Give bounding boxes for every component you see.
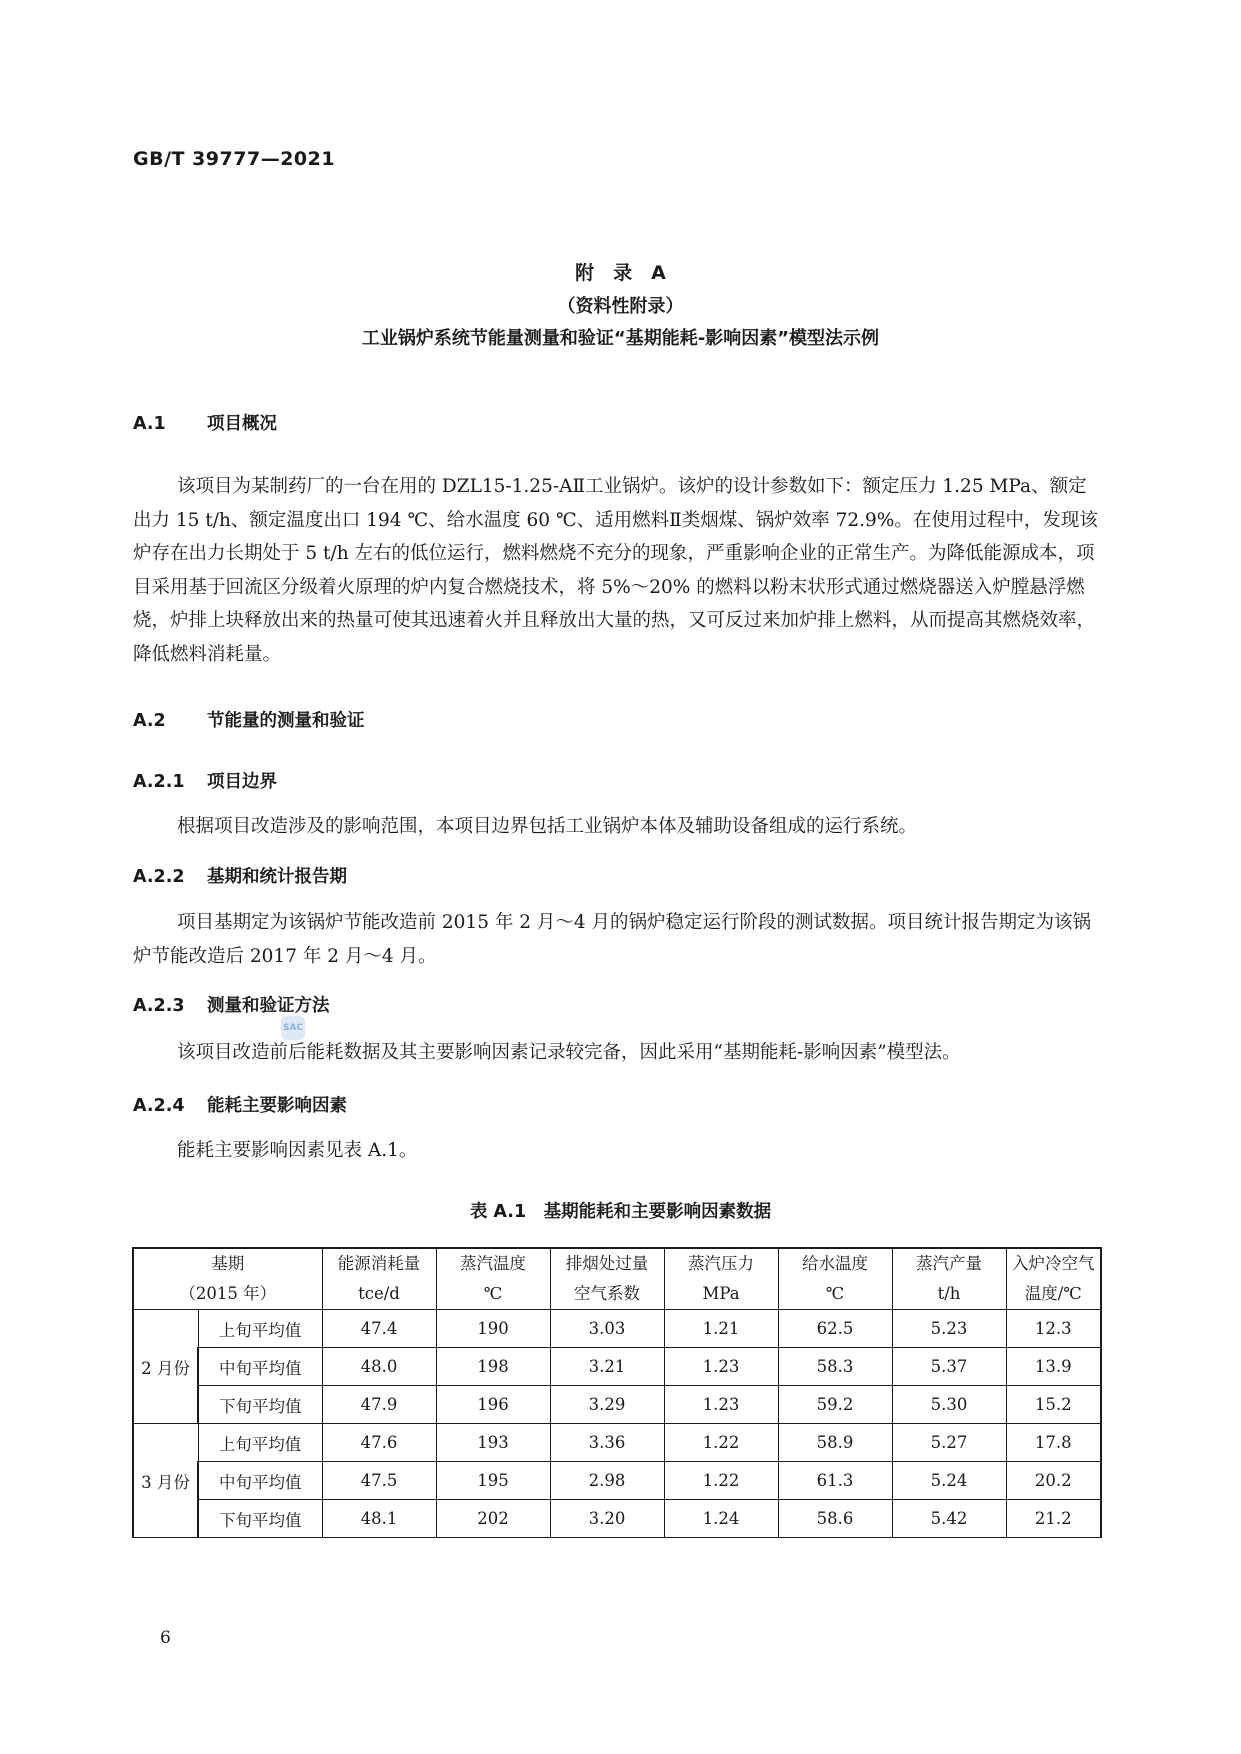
sac-watermark: SAC	[281, 1016, 305, 1040]
value-cell: 58.3	[778, 1348, 892, 1386]
value-cell: 3.20	[550, 1500, 664, 1538]
table-row	[133, 1500, 1101, 1538]
paragraph-a21: 根据项目改造涉及的影响范围，本项目边界包括工业锅炉本体及辅助设备组成的运行系统。	[177, 816, 918, 837]
header-cell	[664, 1248, 778, 1310]
section-title: 测量和验证方法	[207, 996, 330, 1016]
period-cell: 中旬平均值	[198, 1462, 322, 1500]
section-title: 项目边界	[207, 772, 277, 792]
header-cell	[133, 1248, 322, 1310]
value-cell: 48.0	[322, 1348, 436, 1386]
header-line: 给水温度	[802, 1254, 868, 1273]
value-cell: 21.2	[1006, 1500, 1101, 1538]
section-a1-heading	[133, 410, 277, 435]
section-title: 节能量的测量和验证	[207, 711, 365, 731]
section-number: A.2.2	[133, 867, 185, 887]
section-number: A.2.3	[133, 996, 185, 1016]
value-cell: 1.24	[664, 1500, 778, 1538]
value-cell: 47.5	[322, 1462, 436, 1500]
baseline-data-table	[132, 1247, 1102, 1538]
value-cell: 47.6	[322, 1424, 436, 1462]
period-cell: 下旬平均值	[198, 1500, 322, 1538]
value-cell: 3.21	[550, 1348, 664, 1386]
header-cell	[550, 1248, 664, 1310]
table-header-row	[133, 1248, 1101, 1310]
section-a2-heading	[133, 707, 365, 732]
annex-main-title: 工业锅炉系统节能量测量和验证“基期能耗-影响因素”模型法示例	[361, 328, 880, 349]
value-cell: 58.6	[778, 1500, 892, 1538]
header-cell	[322, 1248, 436, 1310]
header-cell	[436, 1248, 550, 1310]
page-number: 6	[160, 1628, 171, 1648]
value-cell: 5.24	[892, 1462, 1006, 1500]
table-row	[133, 1310, 1101, 1348]
value-cell: 5.37	[892, 1348, 1006, 1386]
table-row	[133, 1424, 1101, 1462]
paragraph-a22: 项目基期定为该锅炉节能改造前 2015 年 2 月～4 月的锅炉稳定运行阶段的测试数据。项目统计报告期定为该锅炉节能改造后 2017 年 2 月～4 月。	[133, 912, 1092, 967]
header-line: 排烟处过量	[565, 1254, 649, 1273]
value-cell: 190	[436, 1310, 550, 1348]
section-title: 项目概况	[207, 414, 277, 434]
header-line: 入炉冷空气	[1012, 1254, 1095, 1273]
header-line: 蒸汽压力	[688, 1254, 754, 1273]
header-line: （2015 年）	[179, 1284, 277, 1303]
value-cell: 202	[436, 1500, 550, 1538]
value-cell: 20.2	[1006, 1462, 1101, 1500]
table-row	[133, 1386, 1101, 1424]
value-cell: 3.29	[550, 1386, 664, 1424]
paragraph-a1: 该项目为某制药厂的一台在用的 DZL15-1.25-AⅡ工业锅炉。该炉的设计参数如下：额定压力 1.25 MPa、额定出力 15 t/h、额定温度出口 194 ℃、给水温度 60 ℃、适用燃料Ⅱ类烟煤、锅炉效率 72.9%。在使用过程中，发现该炉存在出力长期处于 5 t/h 左右的低位运行，燃料燃烧不充分的现象，严重影响企业的正常生产。为降低能源成本，项目采用基于回流区分级着火原理的炉内复合燃烧技术，将 5%～20% 的燃料以粉末状形式通过燃烧器送入炉膛悬浮燃烧，炉排上块释放出来的热量可使其迅速着火并且释放出大量的热，又可反过来加炉排上燃料，从而提高其燃烧效率，降低燃料消耗量。	[133, 476, 1098, 665]
section-title: 基期和统计报告期	[207, 867, 347, 887]
value-cell: 198	[436, 1348, 550, 1386]
value-cell: 61.3	[778, 1462, 892, 1500]
value-cell: 1.22	[664, 1462, 778, 1500]
section-number: A.2.4	[133, 1096, 185, 1116]
header-line: tce/d	[358, 1284, 400, 1303]
section-a23-heading	[133, 992, 330, 1017]
period-cell: 下旬平均值	[198, 1386, 322, 1424]
header-line: 蒸汽产量	[916, 1254, 982, 1273]
value-cell: 47.4	[322, 1310, 436, 1348]
table-row	[133, 1462, 1101, 1500]
standard-number: GB/T 39777—2021	[133, 148, 336, 170]
value-cell: 15.2	[1006, 1386, 1101, 1424]
header-cell	[1006, 1248, 1101, 1310]
value-cell: 13.9	[1006, 1348, 1101, 1386]
value-cell: 5.27	[892, 1424, 1006, 1462]
table-caption: 表 A.1 基期能耗和主要影响因素数据	[469, 1202, 772, 1222]
value-cell: 5.30	[892, 1386, 1006, 1424]
value-cell: 195	[436, 1462, 550, 1500]
section-a21-heading	[133, 768, 277, 793]
value-cell: 1.22	[664, 1424, 778, 1462]
header-cell	[892, 1248, 1006, 1310]
value-cell: 3.36	[550, 1424, 664, 1462]
table-body	[133, 1248, 1101, 1538]
annex-type: （资料性附录）	[557, 296, 684, 317]
section-number: A.1	[133, 414, 166, 434]
header-line: t/h	[937, 1284, 961, 1303]
value-cell: 1.23	[664, 1386, 778, 1424]
section-number: A.2.1	[133, 772, 185, 792]
table-row	[133, 1348, 1101, 1386]
value-cell: 59.2	[778, 1386, 892, 1424]
value-cell: 5.42	[892, 1500, 1006, 1538]
paragraph-a23: 该项目改造前后能耗数据及其主要影响因素记录较完备，因此采用“基期能耗-影响因素”模型法。	[177, 1042, 961, 1063]
header-line: 温度/℃	[1024, 1284, 1082, 1303]
section-a24-heading	[133, 1092, 347, 1117]
paragraph-a24: 能耗主要影响因素见表 A.1。	[177, 1140, 418, 1161]
header-line: 基期	[211, 1254, 245, 1273]
period-cell: 中旬平均值	[198, 1348, 322, 1386]
value-cell: 1.23	[664, 1348, 778, 1386]
value-cell: 58.9	[778, 1424, 892, 1462]
section-number: A.2	[133, 711, 166, 731]
value-cell: 47.9	[322, 1386, 436, 1424]
value-cell: 17.8	[1006, 1424, 1101, 1462]
header-line: ℃	[825, 1284, 845, 1303]
value-cell: 48.1	[322, 1500, 436, 1538]
header-line: 能源消耗量	[337, 1254, 421, 1273]
annex-title: 附 录 A	[575, 262, 666, 284]
period-cell: 上旬平均值	[198, 1424, 322, 1462]
value-cell: 62.5	[778, 1310, 892, 1348]
month-cell: 2 月份	[133, 1310, 198, 1424]
section-a22-heading	[133, 863, 347, 888]
value-cell: 193	[436, 1424, 550, 1462]
value-cell: 5.23	[892, 1310, 1006, 1348]
header-line: 空气系数	[574, 1284, 640, 1303]
value-cell: 3.03	[550, 1310, 664, 1348]
value-cell: 2.98	[550, 1462, 664, 1500]
header-cell	[778, 1248, 892, 1310]
section-title: 能耗主要影响因素	[207, 1096, 347, 1116]
header-line: ℃	[483, 1284, 503, 1303]
period-cell: 上旬平均值	[198, 1310, 322, 1348]
value-cell: 1.21	[664, 1310, 778, 1348]
header-line: MPa	[702, 1284, 740, 1303]
value-cell: 12.3	[1006, 1310, 1101, 1348]
header-line: 蒸汽温度	[460, 1254, 526, 1273]
month-cell: 3 月份	[133, 1424, 198, 1538]
value-cell: 196	[436, 1386, 550, 1424]
